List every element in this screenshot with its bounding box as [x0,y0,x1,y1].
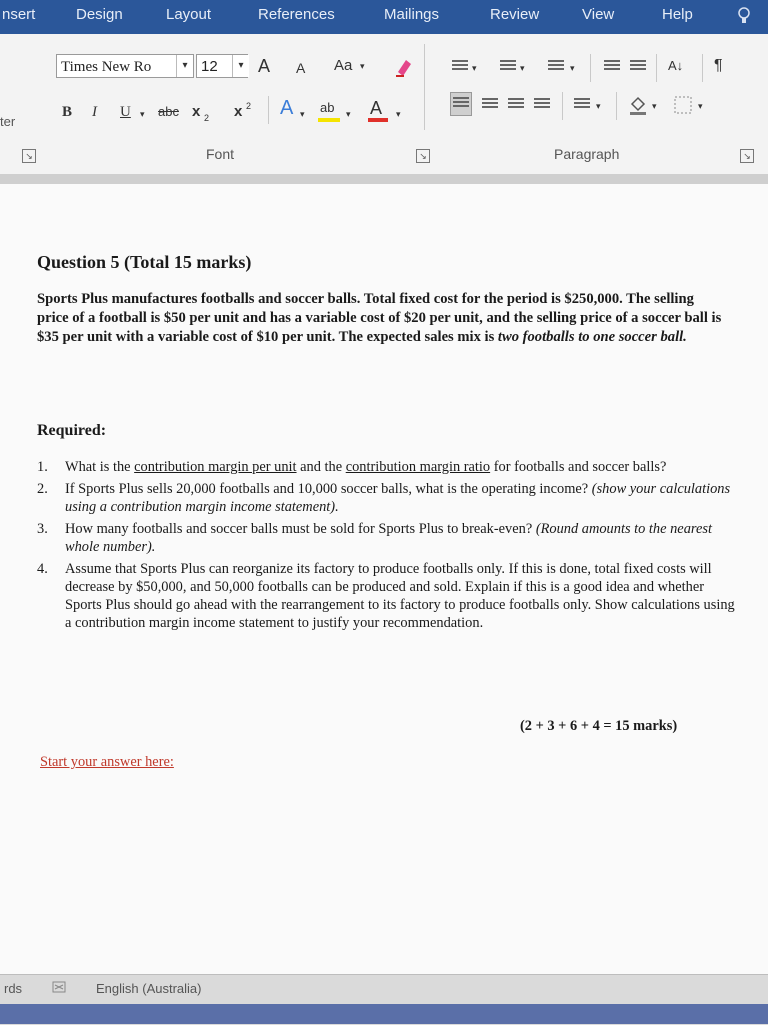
word-count-label[interactable]: rds [4,981,23,996]
subscript-mark: 2 [204,113,210,123]
font-dialog-launcher-icon[interactable]: ↘ [416,149,430,163]
subscript-button[interactable]: x [192,103,201,120]
decrease-indent-icon[interactable] [604,60,620,72]
proofing-icon[interactable] [52,981,66,993]
line-spacing-icon[interactable] [574,98,590,110]
left-edge-label: ter [0,114,16,129]
sort-button[interactable]: A↓ [668,58,684,73]
multilevel-list-dropdown[interactable]: ▾ [570,63,575,73]
highlight-color-bar [318,118,340,122]
required-heading: Required: [37,422,107,439]
dialog-launcher-icon[interactable]: ↘ [22,149,36,163]
font-group-label: Font [206,146,235,162]
multilevel-list-icon[interactable] [548,60,564,72]
underline-dropdown[interactable]: ▾ [140,109,145,119]
text-effects-dropdown[interactable]: ▾ [300,109,305,119]
align-right-icon[interactable] [508,98,524,110]
separator [590,54,591,82]
text-effects-button[interactable]: A [280,97,294,119]
list-item: 4. Assume that Sports Plus can reorganize its factory to produce footballs only. If this is done, total fixed costs will decrease by $50,000, and 50,000 footballs can be produced and sold. Explain if this is a good idea and whether Sports Plus should go ahead with the rearrangement to its factory to produce footballs only. Show calculations using a contribution margin income statement to justify your recommendation. [37,561,735,631]
separator [424,44,425,130]
shrink-font-button[interactable]: A [296,60,306,76]
justify-icon[interactable] [534,98,550,110]
strikethrough-button[interactable]: abc [158,104,179,119]
tab-insert[interactable]: nsert [2,6,36,23]
separator [562,92,563,120]
tab-help[interactable]: Help [662,6,693,23]
tab-references[interactable]: References [258,6,335,23]
ribbon-tab-bar [0,0,768,34]
start-answer-prompt[interactable]: Start your answer here: [40,754,174,770]
align-left-button[interactable] [450,92,472,116]
align-center-icon[interactable] [482,98,498,110]
borders-dropdown[interactable]: ▾ [698,101,703,111]
font-name-dropdown[interactable]: ▾ [176,55,193,77]
font-color-dropdown[interactable]: ▾ [396,109,401,119]
lightbulb-icon[interactable] [736,6,752,26]
borders-icon[interactable] [674,96,692,114]
document-top-shadow [0,174,768,184]
change-case-button[interactable]: Aa [334,57,353,74]
tab-mailings[interactable]: Mailings [384,6,440,23]
separator [702,54,703,82]
separator [616,92,617,120]
line-spacing-dropdown[interactable]: ▾ [596,101,601,111]
font-color-button[interactable]: A [370,98,383,118]
bullets-icon[interactable] [452,60,468,72]
separator [268,96,269,124]
ribbon [0,34,768,175]
show-formatting-button[interactable]: ¶ [714,57,723,74]
highlight-button[interactable]: ab [320,100,335,115]
shading-dropdown[interactable]: ▾ [652,101,657,111]
bold-button[interactable]: B [62,104,73,120]
font-size-field[interactable]: 12 [196,54,248,78]
tab-view[interactable]: View [582,6,615,23]
separator [656,54,657,82]
underline-button[interactable]: U [120,104,131,120]
shading-icon[interactable] [628,94,648,116]
paragraph-group-label: Paragraph [554,146,620,162]
list-item: 3. How many footballs and soccer balls must be sold for Sports Plus to break-even? (Round amounts to the nearest whole number). [37,521,712,555]
marks-summary: (2 + 3 + 6 + 4 = 15 marks) [520,718,678,734]
font-size-dropdown[interactable]: ▾ [232,55,249,77]
grow-font-button[interactable]: A [258,56,271,76]
italic-button[interactable]: I [92,104,97,120]
language-indicator[interactable]: English (Australia) [96,981,202,996]
question-list [37,458,737,636]
tab-design[interactable]: Design [76,6,123,23]
bullets-dropdown[interactable]: ▾ [472,63,477,73]
question-intro: Sports Plus manufactures footballs and soccer balls. Total fixed cost for the period is $250,000. The selling price of a football is $50 per unit and has a variable cost of $20 per unit, and the selling price of a soccer ball is $35 per unit with a variable cost of $10 per unit. The expected sales mix is two footballs to one soccer ball. [37,291,722,345]
tab-review[interactable]: Review [490,6,540,23]
superscript-mark: 2 [246,101,252,111]
increase-indent-icon[interactable] [630,60,646,72]
question-title: Question 5 (Total 15 marks) [37,252,252,272]
list-item: 1. What is the contribution margin per unit and the contribution margin ratio for footballs and soccer balls? [37,459,667,475]
tab-layout[interactable]: Layout [166,6,212,23]
highlight-dropdown[interactable]: ▾ [346,109,351,119]
taskbar [0,1004,768,1024]
document-page[interactable] [0,184,768,974]
list-item: 2. If Sports Plus sells 20,000 footballs and 10,000 soccer balls, what is the operating income? (show your calculations using a contribution margin income statement). [37,481,731,515]
paragraph-dialog-launcher-icon[interactable]: ↘ [740,149,754,163]
change-case-dropdown[interactable]: ▾ [360,61,365,71]
numbering-dropdown[interactable]: ▾ [520,63,525,73]
superscript-button[interactable]: x [234,103,243,120]
font-name-field[interactable]: Times New Ro [56,54,194,78]
clear-formatting-icon[interactable] [394,56,414,78]
font-color-bar [368,118,388,122]
numbering-icon[interactable] [500,60,516,72]
